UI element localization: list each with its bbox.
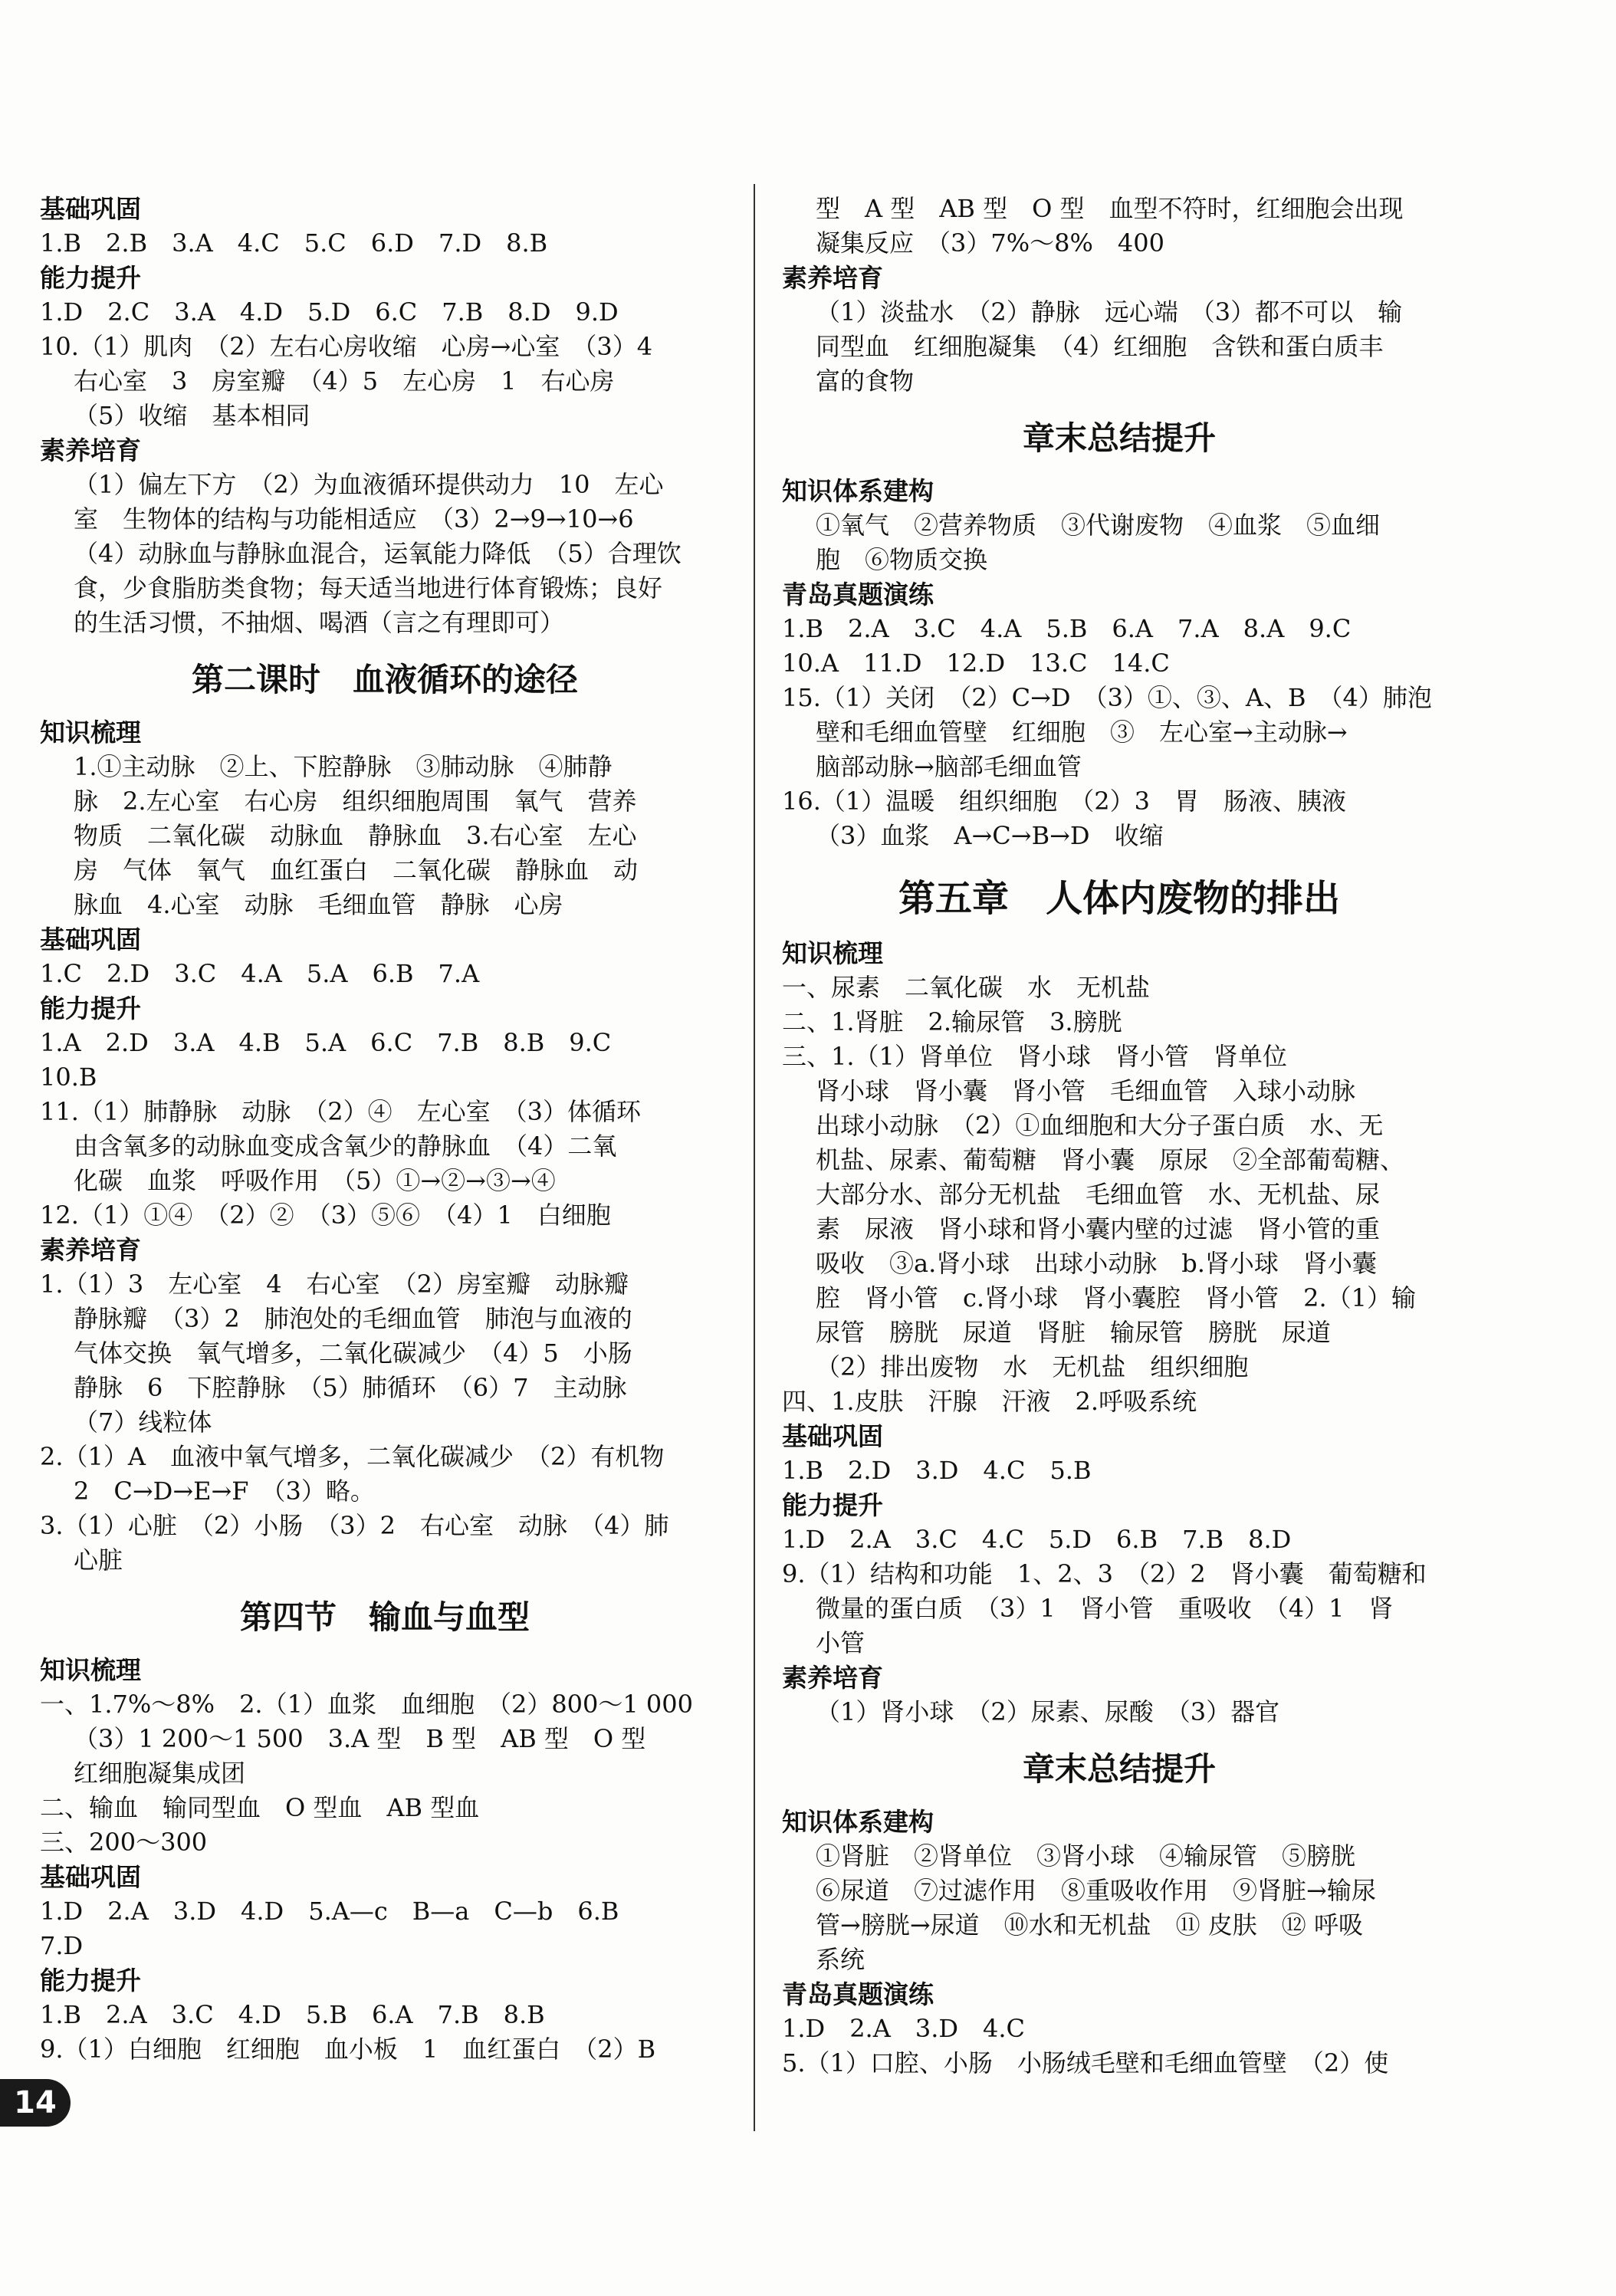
right-answer-line: （2）排出废物 水 无机盐 组织细胞 [816,1352,1249,1381]
right-answer-line: 1.D 2.A 3.D 4.C [782,2014,1026,2043]
left-answer-line: （1）偏左下方 （2）为血液循环提供动力 10 左心 [74,470,664,499]
right-section-title: 章末总结提升 [1022,419,1216,457]
left-answer-line: 静脉 6 下腔静脉 （5）肺循环 （6）7 主动脉 [74,1373,627,1402]
left-subheading: 能力提升 [40,1966,141,1995]
right-answer-line: 1.B 2.D 3.D 4.C 5.B [782,1456,1092,1485]
right-answer-line: 16.（1）温暖 组织细胞 （2）3 胃 肠液、胰液 [782,787,1346,816]
right-subheading: 青岛真题演练 [782,580,934,609]
right-answer-line: 壁和毛细血管壁 红细胞 ③ 左心室→主动脉→ [816,718,1348,747]
right-answer-line: ①氧气 ②营养物质 ③代谢废物 ④血浆 ⑤血细 [816,511,1381,540]
right-answer-line: 素 尿液 肾小球和肾小囊内壁的过滤 肾小管的重 [816,1214,1381,1243]
left-answer-line: 1.D 2.C 3.A 4.D 5.D 6.C 7.B 8.D 9.D [40,297,619,327]
right-subheading: 知识体系建构 [782,476,934,506]
right-subheading: 素养培育 [782,1663,883,1693]
left-answer-line: 化碳 血浆 呼吸作用 （5）①→②→③→④ [74,1166,556,1195]
left-column [40,192,730,2067]
right-answer-line: 1.B 2.A 3.C 4.A 5.B 6.A 7.A 8.A 9.C [782,614,1352,643]
left-subheading: 素养培育 [40,435,141,465]
left-section-title: 第二课时 血液循环的途径 [191,661,578,698]
right-column [782,192,1457,2081]
right-answer-line: 同型血 红细胞凝集 （4）红细胞 含铁和蛋白质丰 [816,332,1384,361]
left-subheading: 能力提升 [40,994,141,1023]
left-answer-line: （4）动脉血与静脉血混合，运氧能力降低 （5）合理饮 [74,539,682,568]
right-subheading: 青岛真题演练 [782,1979,934,2009]
right-subheading: 素养培育 [782,263,883,293]
right-subheading: 知识体系建构 [782,1807,934,1837]
page-number-badge [0,2079,71,2127]
right-answer-line: 10.A 11.D 12.D 13.C 14.C [782,649,1170,678]
left-answer-line: 食，少食脂肪类食物；每天适当地进行体育锻炼；良好 [74,573,663,603]
left-answer-line: 脉血 4.心室 动脉 毛细血管 静脉 心房 [74,890,563,919]
left-answer-line: 物质 二氧化碳 动脉血 静脉血 3.右心室 左心 [74,821,637,850]
left-answer-line: 的生活习惯，不抽烟、喝酒（言之有理即可） [74,608,565,637]
column-divider [754,184,755,2131]
right-answer-line: （3）血浆 A→C→B→D 收缩 [816,821,1164,850]
left-section-title: 第四节 输血与血型 [239,1598,530,1636]
left-answer-line: 2 C→D→E→F （3）略。 [74,1476,375,1506]
right-answer-line: 腔 肾小管 c.肾小球 肾小囊腔 肾小管 2.（1）输 [816,1283,1416,1312]
left-answer-line: 11.（1）肺静脉 动脉 （2）④ 左心室 （3）体循环 [40,1097,641,1126]
right-answer-line: 1.D 2.A 3.C 4.C 5.D 6.B 7.B 8.D [782,1525,1292,1554]
left-answer-line: 1.B 2.B 3.A 4.C 5.C 6.D 7.D 8.B [40,228,548,258]
left-answer-line: 1.①主动脉 ②上、下腔静脉 ③肺动脉 ④肺静 [74,752,613,781]
right-answer-line: 出球小动脉 （2）①血细胞和大分子蛋白质 水、无 [816,1111,1384,1140]
right-answer-line: 微量的蛋白质 （3）1 肾小管 重吸收 （4）1 肾 [816,1594,1394,1623]
left-answer-line: 1.（1）3 左心室 4 右心室 （2）房室瓣 动脉瓣 [40,1270,629,1299]
left-answer-line: 9.（1）白细胞 红细胞 血小板 1 血红蛋白 （2）B [40,2035,656,2064]
right-answer-line: 型 A 型 AB 型 O 型 血型不符时，红细胞会出现 [816,194,1404,223]
left-answer-line: 房 气体 氧气 血红蛋白 二氧化碳 静脉血 动 [74,856,639,885]
left-subheading: 基础巩固 [40,1862,141,1892]
right-subheading: 知识梳理 [782,938,883,968]
right-section-title: 章末总结提升 [1022,1750,1216,1788]
left-answer-line: 1.D 2.A 3.D 4.D 5.A—c B—a C—b 6.B [40,1897,619,1926]
left-subheading: 基础巩固 [40,194,141,224]
left-answer-line: 1.C 2.D 3.C 4.A 5.A 6.B 7.A [40,959,480,988]
right-answer-line: 脑部动脉→脑部毛细血管 [816,752,1082,781]
left-answer-line: （3）1 200～1 500 3.A 型 B 型 AB 型 O 型 [74,1724,646,1753]
right-answer-line: （1）淡盐水 （2）静脉 远心端 （3）都不可以 输 [816,297,1403,327]
left-subheading: 素养培育 [40,1235,141,1265]
left-answer-line: 10.B [40,1063,97,1092]
right-subheading: 基础巩固 [782,1421,883,1451]
right-answer-line: 9.（1）结构和功能 1、2、3 （2）2 肾小囊 葡萄糖和 [782,1559,1427,1588]
left-subheading: 知识梳理 [40,718,141,747]
left-answer-line: 一、1.7%～8% 2.（1）血浆 血细胞 （2）800～1 000 [40,1690,694,1719]
right-answer-line: ⑥尿道 ⑦过滤作用 ⑧重吸收作用 ⑨肾脏→输尿 [816,1876,1376,1905]
right-answer-line: 富的食物 [816,366,915,396]
right-answer-line: 大部分水、部分无机盐 毛细血管 水、无机盐、尿 [816,1180,1381,1209]
right-section-title: 第五章 人体内废物的排出 [898,877,1340,920]
right-answer-line: 吸收 ③a.肾小球 出球小动脉 b.肾小球 肾小囊 [816,1249,1377,1278]
left-answer-line: 三、200～300 [40,1828,208,1857]
left-answer-line: 静脉瓣 （3）2 肺泡处的毛细血管 肺泡与血液的 [74,1304,632,1333]
left-subheading: 能力提升 [40,263,141,293]
page-number: 14 [14,2085,57,2120]
left-answer-line: 由含氧多的动脉血变成含氧少的静脉血 （4）二氧 [74,1132,617,1161]
right-answer-line: 系统 [816,1945,865,1974]
left-answer-line: 室 生物体的结构与功能相适应 （3）2→9→10→6 [74,504,634,534]
right-answer-line: 15.（1）关闭 （2）C→D （3）①、③、A、B （4）肺泡 [782,683,1432,712]
right-answer-line: 凝集反应 （3）7%～8% 400 [816,228,1164,258]
right-answer-line: 尿管 膀胱 尿道 肾脏 输尿管 膀胱 尿道 [816,1318,1332,1347]
left-subheading: 基础巩固 [40,925,141,954]
left-answer-line: 二、输血 输同型血 O 型血 AB 型血 [40,1793,480,1822]
right-answer-line: 肾小球 肾小囊 肾小管 毛细血管 入球小动脉 [816,1076,1356,1105]
right-answer-line: 三、1.（1）肾单位 肾小球 肾小管 肾单位 [782,1042,1287,1071]
left-subheading: 知识梳理 [40,1655,141,1685]
right-answer-line: 二、1.肾脏 2.输尿管 3.膀胱 [782,1007,1122,1036]
left-answer-line: 2.（1）A 血液中氧气增多，二氧化碳减少 （2）有机物 [40,1442,665,1471]
left-answer-line: 1.B 2.A 3.C 4.D 5.B 6.A 7.B 8.B [40,2000,545,2029]
left-answer-line: 脉 2.左心室 右心房 组织细胞周围 氧气 营养 [74,787,637,816]
right-answer-line: 小管 [816,1628,865,1657]
left-answer-line: （5）收缩 基本相同 [74,401,310,430]
right-answer-line: 管→膀胱→尿道 ⑩水和无机盐 ⑪ 皮肤 ⑫ 呼吸 [816,1910,1363,1940]
right-subheading: 能力提升 [782,1490,883,1520]
left-answer-line: 红细胞凝集成团 [74,1759,246,1788]
left-answer-line: 心脏 [74,1545,123,1575]
left-answer-line: （7）线粒体 [74,1407,212,1437]
right-answer-line: 胞 ⑥物质交换 [816,545,988,574]
left-answer-line: 10.（1）肌肉 （2）左右心房收缩 心房→心室 （3）4 [40,332,653,361]
left-answer-line: 1.A 2.D 3.A 4.B 5.A 6.C 7.B 8.B 9.C [40,1028,612,1057]
right-answer-line: 5.（1）口腔、小肠 小肠绒毛壁和毛细血管壁 （2）使 [782,2048,1389,2078]
left-answer-line: 右心室 3 房室瓣 （4）5 左心房 1 右心房 [74,366,615,396]
left-answer-line: 气体交换 氧气增多，二氧化碳减少 （4）5 小肠 [74,1339,632,1368]
left-answer-line: 7.D [40,1931,84,1960]
right-answer-line: 四、1.皮肤 汗腺 汗液 2.呼吸系统 [782,1387,1197,1416]
right-answer-line: 机盐、尿素、葡萄糖 肾小囊 原尿 ②全部葡萄糖、 [816,1145,1405,1174]
left-answer-line: 12.（1）①④ （2）② （3）⑤⑥ （4）1 白细胞 [40,1201,611,1230]
right-answer-line: （1）肾小球 （2）尿素、尿酸 （3）器官 [816,1697,1280,1726]
right-answer-line: 一、尿素 二氧化碳 水 无机盐 [782,973,1151,1002]
right-answer-line: ①肾脏 ②肾单位 ③肾小球 ④输尿管 ⑤膀胱 [816,1841,1356,1871]
left-answer-line: 3.（1）心脏 （2）小肠 （3）2 右心室 动脉 （4）肺 [40,1511,669,1540]
